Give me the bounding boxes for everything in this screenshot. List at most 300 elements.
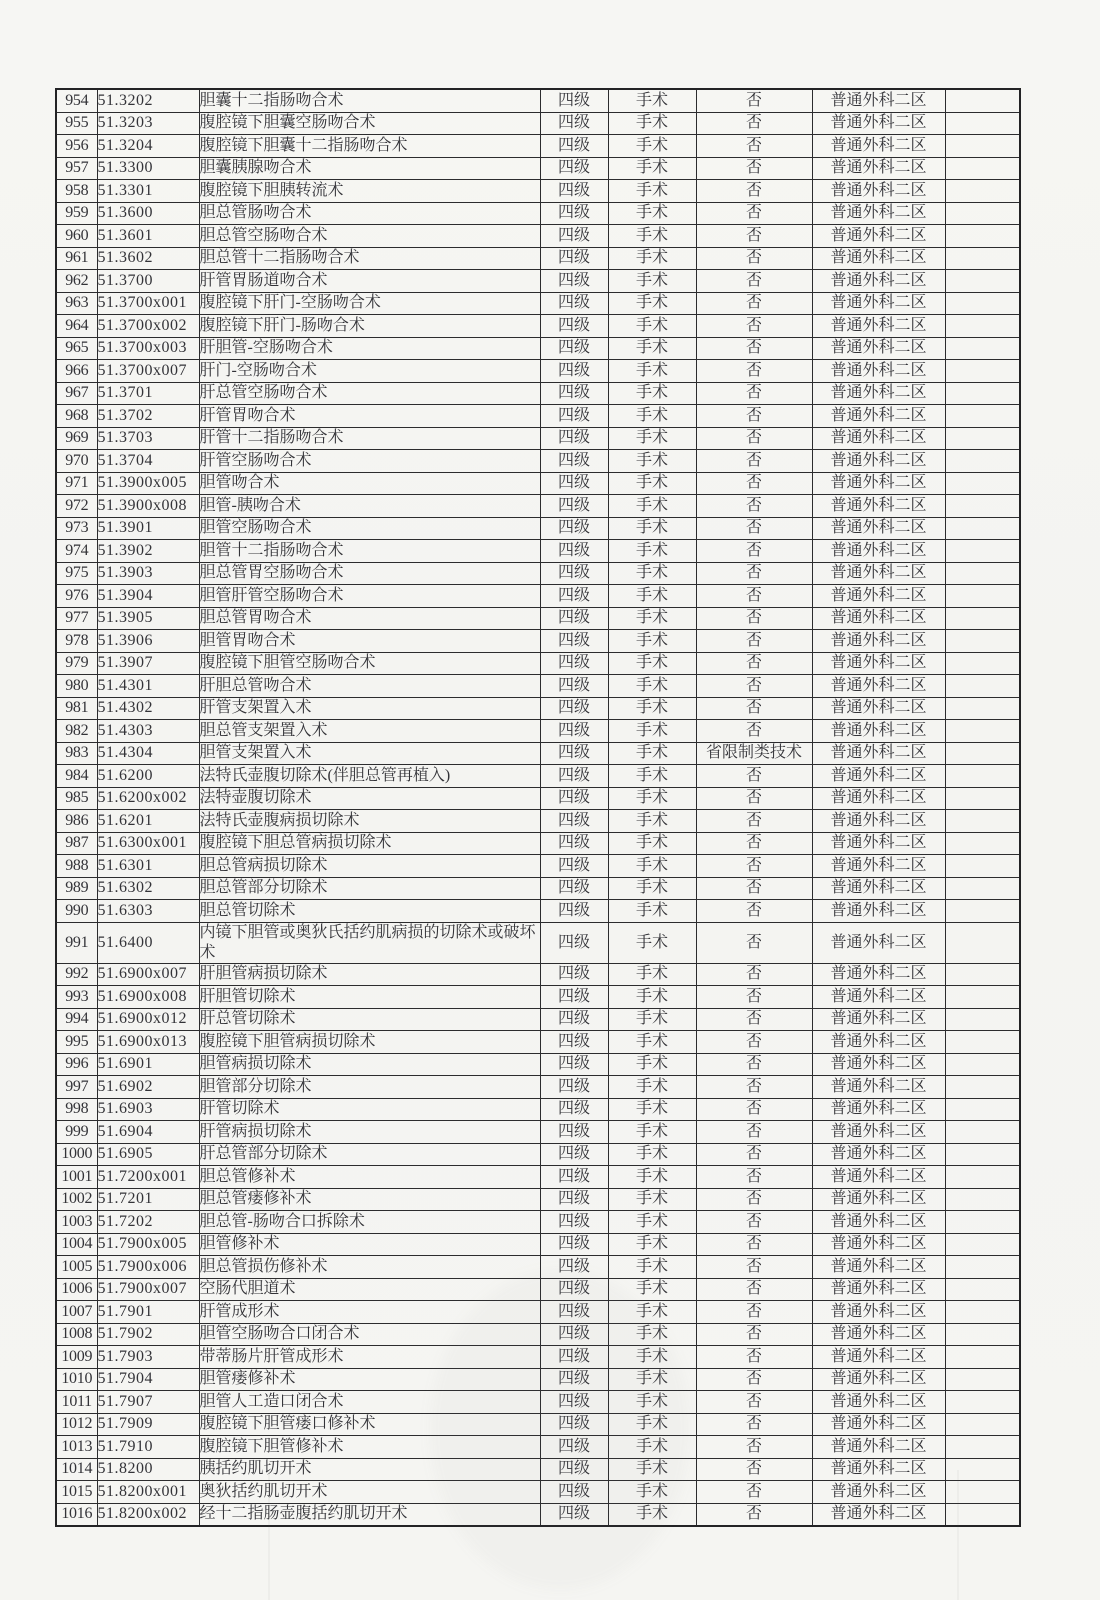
procedure-code-cell: 51.6400 bbox=[97, 922, 199, 963]
category-cell: 手术 bbox=[608, 135, 696, 158]
department-cell: 普通外科二区 bbox=[812, 1076, 945, 1099]
procedure-code-cell: 51.7903 bbox=[97, 1346, 199, 1369]
category-cell: 手术 bbox=[608, 1188, 696, 1211]
department-cell: 普通外科二区 bbox=[812, 405, 945, 428]
procedure-code-cell: 51.7202 bbox=[97, 1211, 199, 1234]
level-cell: 四级 bbox=[540, 1098, 608, 1121]
department-cell: 普通外科二区 bbox=[812, 517, 945, 540]
restriction-cell: 否 bbox=[696, 180, 812, 203]
table-row bbox=[56, 697, 1020, 720]
procedure-code-cell: 51.4303 bbox=[97, 720, 199, 743]
procedure-name-cell: 胆管空肠吻合口闭合术 bbox=[199, 1323, 540, 1346]
table-row bbox=[56, 675, 1020, 698]
table-row bbox=[56, 585, 1020, 608]
restriction-cell: 否 bbox=[696, 1503, 812, 1526]
department-cell: 普通外科二区 bbox=[812, 1143, 945, 1166]
procedure-name-cell: 胆总管胃吻合术 bbox=[199, 607, 540, 630]
remark-cell bbox=[945, 247, 1020, 270]
procedure-code-cell: 51.3907 bbox=[97, 652, 199, 675]
restriction-cell: 否 bbox=[696, 1053, 812, 1076]
restriction-cell: 否 bbox=[696, 1008, 812, 1031]
remark-cell bbox=[945, 540, 1020, 563]
table-row bbox=[56, 1256, 1020, 1279]
procedure-name-cell: 胆总管空肠吻合术 bbox=[199, 225, 540, 248]
category-cell: 手术 bbox=[608, 855, 696, 878]
remark-cell bbox=[945, 562, 1020, 585]
category-cell: 手术 bbox=[608, 112, 696, 135]
procedure-name-cell: 胆总管支架置入术 bbox=[199, 720, 540, 743]
procedure-code-cell: 51.6902 bbox=[97, 1076, 199, 1099]
remark-cell bbox=[945, 472, 1020, 495]
level-cell: 四级 bbox=[540, 247, 608, 270]
procedure-code-cell: 51.6900x012 bbox=[97, 1008, 199, 1031]
row-number-cell: 1016 bbox=[56, 1503, 97, 1526]
level-cell: 四级 bbox=[540, 1413, 608, 1436]
category-cell: 手术 bbox=[608, 225, 696, 248]
table-row bbox=[56, 986, 1020, 1009]
department-cell: 普通外科二区 bbox=[812, 540, 945, 563]
procedure-name-cell: 肝胆管-空肠吻合术 bbox=[199, 337, 540, 360]
level-cell: 四级 bbox=[540, 427, 608, 450]
procedure-name-cell: 胆管修补术 bbox=[199, 1233, 540, 1256]
category-cell: 手术 bbox=[608, 652, 696, 675]
department-cell: 普通外科二区 bbox=[812, 1323, 945, 1346]
level-cell: 四级 bbox=[540, 382, 608, 405]
level-cell: 四级 bbox=[540, 337, 608, 360]
procedure-name-cell: 肝胆管切除术 bbox=[199, 986, 540, 1009]
procedure-code-cell: 51.3703 bbox=[97, 427, 199, 450]
procedure-code-cell: 51.3700x007 bbox=[97, 360, 199, 383]
restriction-cell: 否 bbox=[696, 1481, 812, 1504]
remark-cell bbox=[945, 1233, 1020, 1256]
category-cell: 手术 bbox=[608, 1076, 696, 1099]
procedure-code-cell: 51.3900x005 bbox=[97, 472, 199, 495]
department-cell: 普通外科二区 bbox=[812, 607, 945, 630]
table-row bbox=[56, 1233, 1020, 1256]
remark-cell bbox=[945, 1053, 1020, 1076]
table-row bbox=[56, 135, 1020, 158]
category-cell: 手术 bbox=[608, 405, 696, 428]
row-number-cell: 986 bbox=[56, 810, 97, 833]
row-number-cell: 1005 bbox=[56, 1256, 97, 1279]
procedure-code-cell: 51.3905 bbox=[97, 607, 199, 630]
remark-cell bbox=[945, 1008, 1020, 1031]
row-number-cell: 983 bbox=[56, 742, 97, 765]
procedure-name-cell: 腹腔镜下胆管空肠吻合术 bbox=[199, 652, 540, 675]
procedure-name-cell: 腹腔镜下胆囊十二指肠吻合术 bbox=[199, 135, 540, 158]
restriction-cell: 否 bbox=[696, 202, 812, 225]
restriction-cell: 否 bbox=[696, 986, 812, 1009]
procedure-code-cell: 51.4304 bbox=[97, 742, 199, 765]
procedure-code-cell: 51.3601 bbox=[97, 225, 199, 248]
procedure-name-cell: 胆总管病损切除术 bbox=[199, 855, 540, 878]
department-cell: 普通外科二区 bbox=[812, 720, 945, 743]
department-cell: 普通外科二区 bbox=[812, 877, 945, 900]
restriction-cell: 否 bbox=[696, 562, 812, 585]
procedure-code-cell: 51.3203 bbox=[97, 112, 199, 135]
restriction-cell: 否 bbox=[696, 1098, 812, 1121]
department-cell: 普通外科二区 bbox=[812, 832, 945, 855]
row-number-cell: 956 bbox=[56, 135, 97, 158]
restriction-cell: 否 bbox=[696, 1121, 812, 1144]
table-row bbox=[56, 922, 1020, 963]
remark-cell bbox=[945, 900, 1020, 923]
procedure-name-cell: 胆囊十二指肠吻合术 bbox=[199, 89, 540, 112]
procedure-code-cell: 51.3704 bbox=[97, 450, 199, 473]
level-cell: 四级 bbox=[540, 922, 608, 963]
level-cell: 四级 bbox=[540, 1346, 608, 1369]
level-cell: 四级 bbox=[540, 630, 608, 653]
department-cell: 普通外科二区 bbox=[812, 1098, 945, 1121]
row-number-cell: 984 bbox=[56, 765, 97, 788]
procedure-name-cell: 胰括约肌切开术 bbox=[199, 1458, 540, 1481]
remark-cell bbox=[945, 1481, 1020, 1504]
procedure-code-cell: 51.6900x007 bbox=[97, 963, 199, 986]
procedure-code-cell: 51.6200 bbox=[97, 765, 199, 788]
procedure-name-cell: 肝管胃肠道吻合术 bbox=[199, 270, 540, 293]
category-cell: 手术 bbox=[608, 495, 696, 518]
restriction-cell: 否 bbox=[696, 1188, 812, 1211]
row-number-cell: 1009 bbox=[56, 1346, 97, 1369]
procedure-code-cell: 51.3700 bbox=[97, 270, 199, 293]
table-row bbox=[56, 472, 1020, 495]
level-cell: 四级 bbox=[540, 540, 608, 563]
department-cell: 普通外科二区 bbox=[812, 427, 945, 450]
table-row bbox=[56, 765, 1020, 788]
procedure-name-cell: 肝管支架置入术 bbox=[199, 697, 540, 720]
row-number-cell: 1015 bbox=[56, 1481, 97, 1504]
table-row bbox=[56, 360, 1020, 383]
procedure-code-cell: 51.3300 bbox=[97, 157, 199, 180]
procedure-name-cell: 法特氏壶腹切除术(伴胆总管再植入) bbox=[199, 765, 540, 788]
procedure-name-cell: 胆管部分切除术 bbox=[199, 1076, 540, 1099]
procedure-name-cell: 胆管肝管空肠吻合术 bbox=[199, 585, 540, 608]
procedure-code-cell: 51.3700x001 bbox=[97, 292, 199, 315]
table-row bbox=[56, 292, 1020, 315]
department-cell: 普通外科二区 bbox=[812, 1436, 945, 1459]
row-number-cell: 979 bbox=[56, 652, 97, 675]
table-row bbox=[56, 855, 1020, 878]
procedure-name-cell: 肝总管部分切除术 bbox=[199, 1143, 540, 1166]
row-number-cell: 1013 bbox=[56, 1436, 97, 1459]
category-cell: 手术 bbox=[608, 1121, 696, 1144]
row-number-cell: 997 bbox=[56, 1076, 97, 1099]
department-cell: 普通外科二区 bbox=[812, 675, 945, 698]
category-cell: 手术 bbox=[608, 986, 696, 1009]
row-number-cell: 994 bbox=[56, 1008, 97, 1031]
level-cell: 四级 bbox=[540, 472, 608, 495]
category-cell: 手术 bbox=[608, 765, 696, 788]
level-cell: 四级 bbox=[540, 1053, 608, 1076]
procedure-code-cell: 51.4301 bbox=[97, 675, 199, 698]
restriction-cell: 否 bbox=[696, 472, 812, 495]
department-cell: 普通外科二区 bbox=[812, 315, 945, 338]
category-cell: 手术 bbox=[608, 1458, 696, 1481]
department-cell: 普通外科二区 bbox=[812, 1233, 945, 1256]
row-number-cell: 961 bbox=[56, 247, 97, 270]
row-number-cell: 964 bbox=[56, 315, 97, 338]
department-cell: 普通外科二区 bbox=[812, 787, 945, 810]
procedure-code-cell: 51.3702 bbox=[97, 405, 199, 428]
table-row bbox=[56, 540, 1020, 563]
remark-cell bbox=[945, 427, 1020, 450]
row-number-cell: 1012 bbox=[56, 1413, 97, 1436]
department-cell: 普通外科二区 bbox=[812, 986, 945, 1009]
table-row bbox=[56, 202, 1020, 225]
category-cell: 手术 bbox=[608, 315, 696, 338]
restriction-cell: 否 bbox=[696, 1323, 812, 1346]
row-number-cell: 963 bbox=[56, 292, 97, 315]
procedure-name-cell: 胆管人工造口闭合术 bbox=[199, 1391, 540, 1414]
restriction-cell: 否 bbox=[696, 157, 812, 180]
restriction-cell: 否 bbox=[696, 1278, 812, 1301]
department-cell: 普通外科二区 bbox=[812, 562, 945, 585]
level-cell: 四级 bbox=[540, 765, 608, 788]
category-cell: 手术 bbox=[608, 1166, 696, 1189]
department-cell: 普通外科二区 bbox=[812, 922, 945, 963]
table-row bbox=[56, 427, 1020, 450]
row-number-cell: 977 bbox=[56, 607, 97, 630]
row-number-cell: 969 bbox=[56, 427, 97, 450]
level-cell: 四级 bbox=[540, 742, 608, 765]
procedure-code-cell: 51.3901 bbox=[97, 517, 199, 540]
row-number-cell: 987 bbox=[56, 832, 97, 855]
department-cell: 普通外科二区 bbox=[812, 1368, 945, 1391]
department-cell: 普通外科二区 bbox=[812, 1503, 945, 1526]
procedure-name-cell: 腹腔镜下胆管修补术 bbox=[199, 1436, 540, 1459]
table-row bbox=[56, 1436, 1020, 1459]
table-row bbox=[56, 720, 1020, 743]
restriction-cell: 否 bbox=[696, 1301, 812, 1324]
procedure-code-cell: 51.7902 bbox=[97, 1323, 199, 1346]
restriction-cell: 否 bbox=[696, 675, 812, 698]
procedure-name-cell: 胆管瘘修补术 bbox=[199, 1368, 540, 1391]
category-cell: 手术 bbox=[608, 877, 696, 900]
row-number-cell: 980 bbox=[56, 675, 97, 698]
row-number-cell: 972 bbox=[56, 495, 97, 518]
procedure-code-cell: 51.7910 bbox=[97, 1436, 199, 1459]
remark-cell bbox=[945, 720, 1020, 743]
row-number-cell: 1007 bbox=[56, 1301, 97, 1324]
category-cell: 手术 bbox=[608, 810, 696, 833]
department-cell: 普通外科二区 bbox=[812, 292, 945, 315]
procedure-name-cell: 胆总管十二指肠吻合术 bbox=[199, 247, 540, 270]
row-number-cell: 981 bbox=[56, 697, 97, 720]
department-cell: 普通外科二区 bbox=[812, 337, 945, 360]
procedure-name-cell: 法特氏壶腹病损切除术 bbox=[199, 810, 540, 833]
department-cell: 普通外科二区 bbox=[812, 1211, 945, 1234]
restriction-cell: 否 bbox=[696, 1436, 812, 1459]
row-number-cell: 991 bbox=[56, 922, 97, 963]
restriction-cell: 否 bbox=[696, 89, 812, 112]
remark-cell bbox=[945, 1188, 1020, 1211]
procedure-name-cell: 肝总管切除术 bbox=[199, 1008, 540, 1031]
procedure-code-cell: 51.3900x008 bbox=[97, 495, 199, 518]
department-cell: 普通外科二区 bbox=[812, 450, 945, 473]
restriction-cell: 否 bbox=[696, 427, 812, 450]
procedure-code-cell: 51.7904 bbox=[97, 1368, 199, 1391]
department-cell: 普通外科二区 bbox=[812, 1278, 945, 1301]
table-row bbox=[56, 1301, 1020, 1324]
restriction-cell: 否 bbox=[696, 1143, 812, 1166]
category-cell: 手术 bbox=[608, 472, 696, 495]
department-cell: 普通外科二区 bbox=[812, 1346, 945, 1369]
table-row bbox=[56, 337, 1020, 360]
procedure-name-cell: 肝管空肠吻合术 bbox=[199, 450, 540, 473]
row-number-cell: 998 bbox=[56, 1098, 97, 1121]
table-row bbox=[56, 1458, 1020, 1481]
category-cell: 手术 bbox=[608, 900, 696, 923]
restriction-cell: 否 bbox=[696, 405, 812, 428]
remark-cell bbox=[945, 1368, 1020, 1391]
remark-cell bbox=[945, 1143, 1020, 1166]
level-cell: 四级 bbox=[540, 1503, 608, 1526]
procedure-name-cell: 胆管胃吻合术 bbox=[199, 630, 540, 653]
restriction-cell: 否 bbox=[696, 1076, 812, 1099]
level-cell: 四级 bbox=[540, 112, 608, 135]
department-cell: 普通外科二区 bbox=[812, 765, 945, 788]
level-cell: 四级 bbox=[540, 450, 608, 473]
procedure-name-cell: 胆管支架置入术 bbox=[199, 742, 540, 765]
procedure-code-cell: 51.6201 bbox=[97, 810, 199, 833]
level-cell: 四级 bbox=[540, 1481, 608, 1504]
row-number-cell: 1004 bbox=[56, 1233, 97, 1256]
row-number-cell: 988 bbox=[56, 855, 97, 878]
remark-cell bbox=[945, 1278, 1020, 1301]
procedure-code-cell: 51.3700x002 bbox=[97, 315, 199, 338]
table-row bbox=[56, 742, 1020, 765]
procedure-code-cell: 51.7907 bbox=[97, 1391, 199, 1414]
procedure-code-cell: 51.3902 bbox=[97, 540, 199, 563]
remark-cell bbox=[945, 225, 1020, 248]
restriction-cell: 否 bbox=[696, 787, 812, 810]
row-number-cell: 985 bbox=[56, 787, 97, 810]
category-cell: 手术 bbox=[608, 382, 696, 405]
table-row bbox=[56, 382, 1020, 405]
procedure-name-cell: 腹腔镜下胆管瘘口修补术 bbox=[199, 1413, 540, 1436]
procedure-code-cell: 51.6903 bbox=[97, 1098, 199, 1121]
restriction-cell: 否 bbox=[696, 225, 812, 248]
remark-cell bbox=[945, 810, 1020, 833]
level-cell: 四级 bbox=[540, 1233, 608, 1256]
department-cell: 普通外科二区 bbox=[812, 202, 945, 225]
level-cell: 四级 bbox=[540, 1143, 608, 1166]
row-number-cell: 1010 bbox=[56, 1368, 97, 1391]
level-cell: 四级 bbox=[540, 787, 608, 810]
level-cell: 四级 bbox=[540, 360, 608, 383]
procedure-name-cell: 肝管切除术 bbox=[199, 1098, 540, 1121]
category-cell: 手术 bbox=[608, 675, 696, 698]
procedure-name-cell: 胆管-胰吻合术 bbox=[199, 495, 540, 518]
procedure-code-cell: 51.8200 bbox=[97, 1458, 199, 1481]
department-cell: 普通外科二区 bbox=[812, 382, 945, 405]
category-cell: 手术 bbox=[608, 1098, 696, 1121]
remark-cell bbox=[945, 292, 1020, 315]
table-row bbox=[56, 1503, 1020, 1526]
row-number-cell: 1014 bbox=[56, 1458, 97, 1481]
table-row bbox=[56, 270, 1020, 293]
category-cell: 手术 bbox=[608, 742, 696, 765]
table-row bbox=[56, 1053, 1020, 1076]
category-cell: 手术 bbox=[608, 1211, 696, 1234]
category-cell: 手术 bbox=[608, 157, 696, 180]
remark-cell bbox=[945, 652, 1020, 675]
category-cell: 手术 bbox=[608, 450, 696, 473]
procedure-name-cell: 经十二指肠壶腹括约肌切开术 bbox=[199, 1503, 540, 1526]
level-cell: 四级 bbox=[540, 810, 608, 833]
procedure-name-cell: 胆总管-肠吻合口拆除术 bbox=[199, 1211, 540, 1234]
procedure-code-cell: 51.3602 bbox=[97, 247, 199, 270]
table-row bbox=[56, 112, 1020, 135]
restriction-cell: 否 bbox=[696, 1166, 812, 1189]
department-cell: 普通外科二区 bbox=[812, 472, 945, 495]
remark-cell bbox=[945, 180, 1020, 203]
remark-cell bbox=[945, 202, 1020, 225]
table-row bbox=[56, 1481, 1020, 1504]
row-number-cell: 966 bbox=[56, 360, 97, 383]
department-cell: 普通外科二区 bbox=[812, 1413, 945, 1436]
row-number-cell: 960 bbox=[56, 225, 97, 248]
remark-cell bbox=[945, 832, 1020, 855]
department-cell: 普通外科二区 bbox=[812, 247, 945, 270]
restriction-cell: 否 bbox=[696, 1458, 812, 1481]
remark-cell bbox=[945, 1031, 1020, 1054]
procedure-code-cell: 51.6301 bbox=[97, 855, 199, 878]
procedure-name-cell: 肝总管空肠吻合术 bbox=[199, 382, 540, 405]
category-cell: 手术 bbox=[608, 697, 696, 720]
row-number-cell: 989 bbox=[56, 877, 97, 900]
table-row bbox=[56, 1031, 1020, 1054]
remark-cell bbox=[945, 382, 1020, 405]
level-cell: 四级 bbox=[540, 405, 608, 428]
row-number-cell: 973 bbox=[56, 517, 97, 540]
procedure-code-cell: 51.8200x001 bbox=[97, 1481, 199, 1504]
table-row bbox=[56, 1143, 1020, 1166]
category-cell: 手术 bbox=[608, 585, 696, 608]
procedure-name-cell: 胆总管瘘修补术 bbox=[199, 1188, 540, 1211]
level-cell: 四级 bbox=[540, 1211, 608, 1234]
table-row bbox=[56, 1121, 1020, 1144]
level-cell: 四级 bbox=[540, 1256, 608, 1279]
remark-cell bbox=[945, 1503, 1020, 1526]
row-number-cell: 996 bbox=[56, 1053, 97, 1076]
restriction-cell: 否 bbox=[696, 1031, 812, 1054]
level-cell: 四级 bbox=[540, 292, 608, 315]
level-cell: 四级 bbox=[540, 1458, 608, 1481]
department-cell: 普通外科二区 bbox=[812, 1481, 945, 1504]
level-cell: 四级 bbox=[540, 585, 608, 608]
department-cell: 普通外科二区 bbox=[812, 1188, 945, 1211]
department-cell: 普通外科二区 bbox=[812, 1391, 945, 1414]
table-row bbox=[56, 1076, 1020, 1099]
restriction-cell: 否 bbox=[696, 1233, 812, 1256]
table-row bbox=[56, 1188, 1020, 1211]
restriction-cell: 否 bbox=[696, 765, 812, 788]
procedure-code-cell: 51.7201 bbox=[97, 1188, 199, 1211]
procedure-name-cell: 腹腔镜下肝门-肠吻合术 bbox=[199, 315, 540, 338]
category-cell: 手术 bbox=[608, 1503, 696, 1526]
table-row bbox=[56, 405, 1020, 428]
procedure-name-cell: 内镜下胆管或奥狄氏括约肌病损的切除术或破坏术 bbox=[199, 922, 540, 963]
remark-cell bbox=[945, 157, 1020, 180]
procedure-name-cell: 胆总管部分切除术 bbox=[199, 877, 540, 900]
table-row bbox=[56, 1098, 1020, 1121]
procedure-name-cell: 胆总管切除术 bbox=[199, 900, 540, 923]
remark-cell bbox=[945, 765, 1020, 788]
department-cell: 普通外科二区 bbox=[812, 135, 945, 158]
restriction-cell: 否 bbox=[696, 270, 812, 293]
category-cell: 手术 bbox=[608, 1323, 696, 1346]
